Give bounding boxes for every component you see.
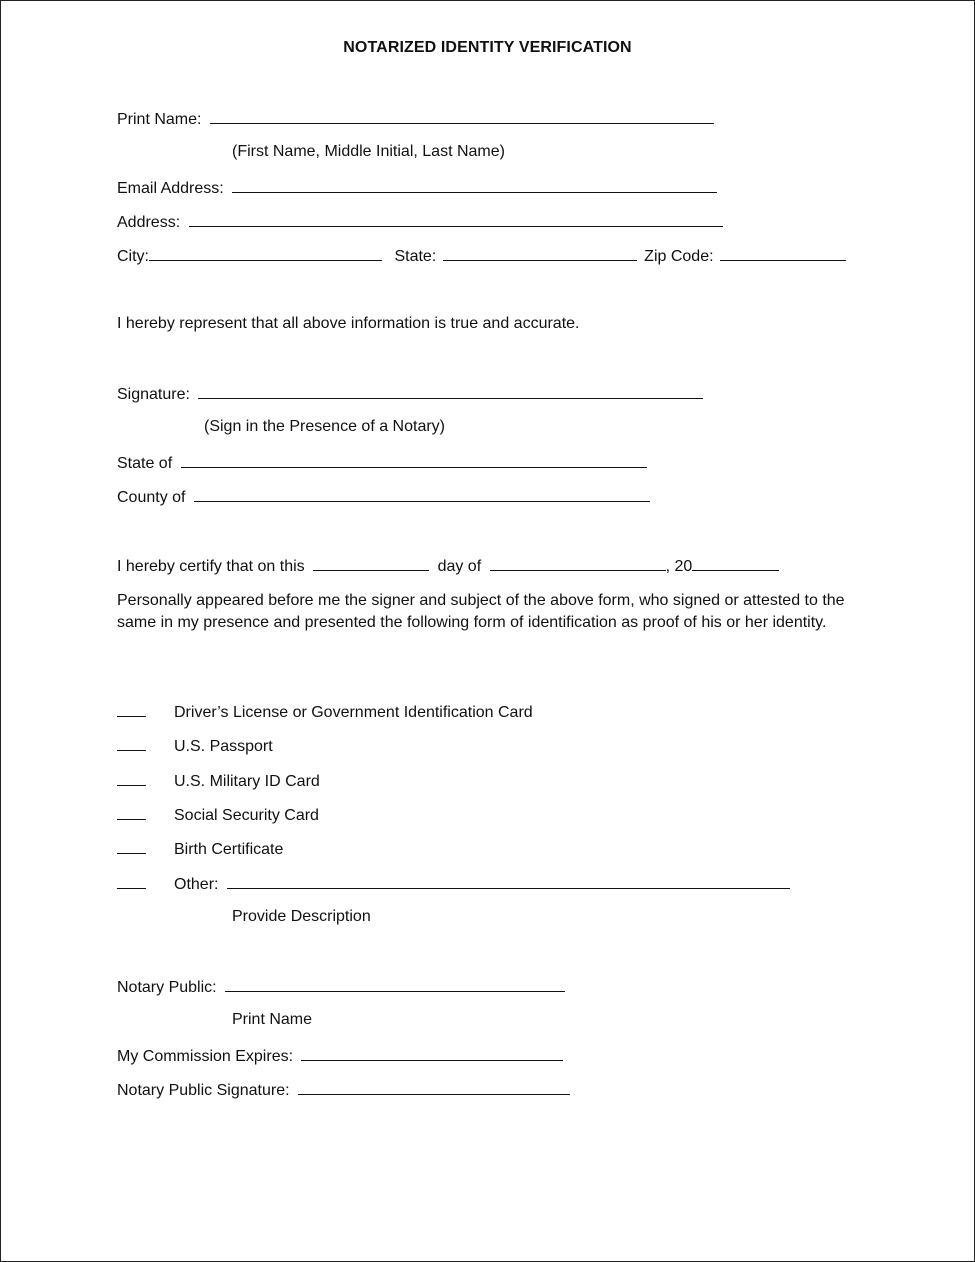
city-label: City: — [117, 248, 149, 265]
state-label: State: — [394, 248, 437, 265]
print-name-hint: (First Name, Middle Initial, Last Name) — [232, 143, 505, 160]
zip-label: Zip Code: — [644, 248, 714, 265]
notary-public-field[interactable] — [225, 976, 565, 992]
signature-label: Signature: — [117, 386, 190, 403]
id-option-label: Birth Certificate — [174, 841, 284, 858]
zip-field[interactable] — [720, 245, 846, 261]
signature-row — [117, 383, 703, 405]
city-state-zip-row — [117, 245, 846, 267]
other-hint: Provide Description — [232, 908, 371, 925]
id-option-checkbox[interactable] — [117, 804, 146, 820]
state-field[interactable] — [443, 245, 637, 261]
city-field[interactable] — [149, 245, 382, 261]
notary-print-name-hint: Print Name — [232, 1011, 313, 1028]
notary-public-row — [117, 976, 565, 998]
id-option-checkbox[interactable] — [117, 735, 146, 751]
print-name-label: Print Name: — [117, 111, 202, 128]
email-label: Email Address: — [117, 180, 224, 197]
signature-hint: (Sign in the Presence of a Notary) — [204, 418, 446, 435]
commission-field[interactable] — [301, 1045, 563, 1061]
commission-label: My Commission Expires: — [117, 1048, 294, 1065]
address-field[interactable] — [189, 211, 723, 227]
other-description-field[interactable] — [227, 873, 790, 889]
id-option-label: Other: — [174, 876, 219, 893]
certify-day-of: day of — [437, 558, 482, 575]
notary-signature-row — [117, 1079, 570, 1101]
print-name-row — [117, 108, 714, 130]
county-of-row — [117, 486, 650, 508]
certify-day-field[interactable] — [313, 555, 429, 571]
id-option-other — [117, 873, 790, 895]
certify-row — [117, 555, 779, 577]
id-option-label: Driver’s License or Government Identification Card — [174, 704, 533, 721]
state-of-field[interactable] — [181, 452, 647, 468]
county-of-label: County of — [117, 489, 186, 506]
id-option-label: Social Security Card — [174, 807, 319, 824]
certify-year-field[interactable] — [692, 555, 779, 571]
notary-signature-label: Notary Public Signature: — [117, 1082, 290, 1099]
id-option-drivers-license — [117, 701, 533, 723]
address-label: Address: — [117, 214, 181, 231]
id-option-label: U.S. Military ID Card — [174, 773, 320, 790]
state-of-label: State of — [117, 455, 173, 472]
appearance-paragraph: Personally appeared before me the signer and subject of the above form, who signed or attested to the same in my presence and presented the following form of identification as proof of his or her identity. — [117, 592, 845, 631]
id-option-label: U.S. Passport — [174, 738, 273, 755]
notary-signature-field[interactable] — [298, 1079, 570, 1095]
id-option-birth-certificate — [117, 838, 283, 860]
state-of-row — [117, 452, 647, 474]
certify-prefix: I hereby certify that on this — [117, 558, 305, 575]
id-option-checkbox[interactable] — [117, 770, 146, 786]
certify-month-field[interactable] — [490, 555, 666, 571]
certify-year-prefix: , 20 — [665, 558, 693, 575]
signature-field[interactable] — [198, 383, 703, 399]
email-field[interactable] — [232, 177, 717, 193]
id-option-checkbox[interactable] — [117, 873, 146, 889]
print-name-field[interactable] — [210, 108, 714, 124]
notary-public-label: Notary Public: — [117, 979, 217, 996]
id-option-military-id — [117, 770, 320, 792]
id-option-checkbox[interactable] — [117, 838, 146, 854]
county-of-field[interactable] — [194, 486, 650, 502]
address-row — [117, 211, 723, 233]
page-title: NOTARIZED IDENTITY VERIFICATION — [343, 39, 632, 56]
commission-row — [117, 1045, 563, 1067]
id-option-passport — [117, 735, 273, 757]
represent-statement: I hereby represent that all above information is true and accurate. — [117, 315, 580, 332]
id-option-social-security — [117, 804, 319, 826]
email-row — [117, 177, 717, 199]
id-option-checkbox[interactable] — [117, 701, 146, 717]
